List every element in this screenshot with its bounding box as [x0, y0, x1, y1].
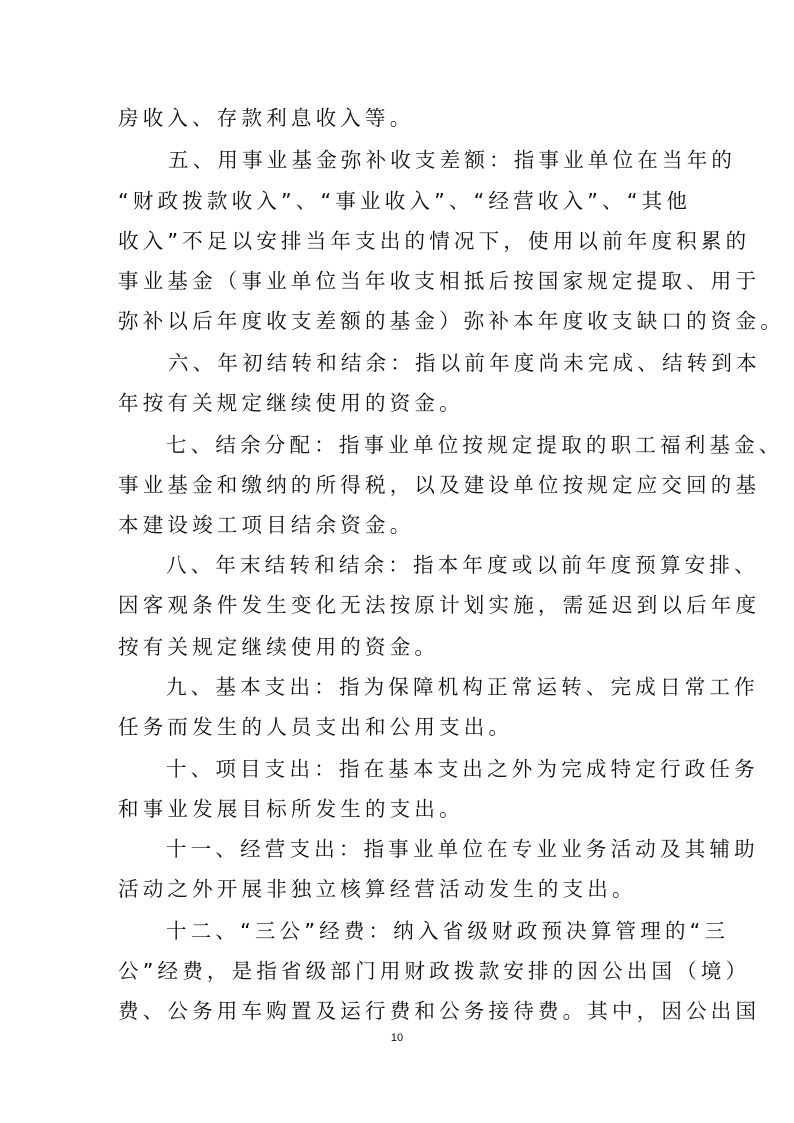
page-number: 10	[390, 1032, 404, 1044]
text-line: 房收入、存款利息收入等。	[118, 106, 415, 130]
paragraph-first-line: 九、基本支出：指为保障机构正常运转、完成日常工作	[166, 675, 759, 699]
text-line: 活动之外开展非独立核算经营活动发生的支出。	[118, 877, 637, 901]
text-line: 收入”不足以安排当年支出的情况下，使用以前年度积累的	[118, 229, 751, 253]
text-line: “财政拨款收入”、“事业收入”、“经营收入”、“其他	[118, 189, 692, 213]
text-line: 按有关规定继续使用的资金。	[118, 635, 440, 659]
paragraph-first-line: 六、年初结转和结余：指以前年度尚未完成、结转到本	[168, 351, 761, 375]
text-line: 任务而发生的人员支出和公用支出。	[118, 715, 514, 739]
paragraph-first-line: 八、年末结转和结余：指本年度或以前年度预算安排、	[166, 553, 759, 577]
text-line: 因客观条件发生变化无法按原计划实施，需延迟到以后年度	[118, 593, 761, 617]
text-line: 事业基金和缴纳的所得税，以及建设单位按规定应交回的基	[118, 473, 761, 497]
paragraph-first-line: 十二、“三公”经费：纳入省级财政预决算管理的“三	[166, 919, 730, 943]
text-line: 弥补以后年度收支差额的基金）弥补本年度收支缺口的资金。	[118, 309, 785, 333]
paragraph-first-line: 十一、经营支出：指事业单位在专业业务活动及其辅助	[166, 837, 759, 861]
paragraph-first-line: 五、用事业基金弥补收支差额：指事业单位在当年的	[168, 148, 737, 172]
text-line: 事业基金（事业单位当年收支相抵后按国家规定提取、用于	[118, 269, 761, 293]
text-line: 本建设竣工项目结余资金。	[118, 513, 415, 537]
text-line: 公”经费，是指省级部门用财政拨款安排的因公出国（境）	[118, 959, 751, 983]
paragraph-first-line: 十、项目支出：指在基本支出之外为完成特定行政任务	[166, 757, 759, 781]
text-line: 费、公务用车购置及运行费和公务接待费。其中，因公出国	[118, 999, 761, 1023]
text-line: 年按有关规定继续使用的资金。	[118, 391, 464, 415]
text-line: 和事业发展目标所发生的支出。	[118, 797, 464, 821]
paragraph-first-line: 七、结余分配：指事业单位按规定提取的职工福利基金、	[166, 433, 784, 457]
